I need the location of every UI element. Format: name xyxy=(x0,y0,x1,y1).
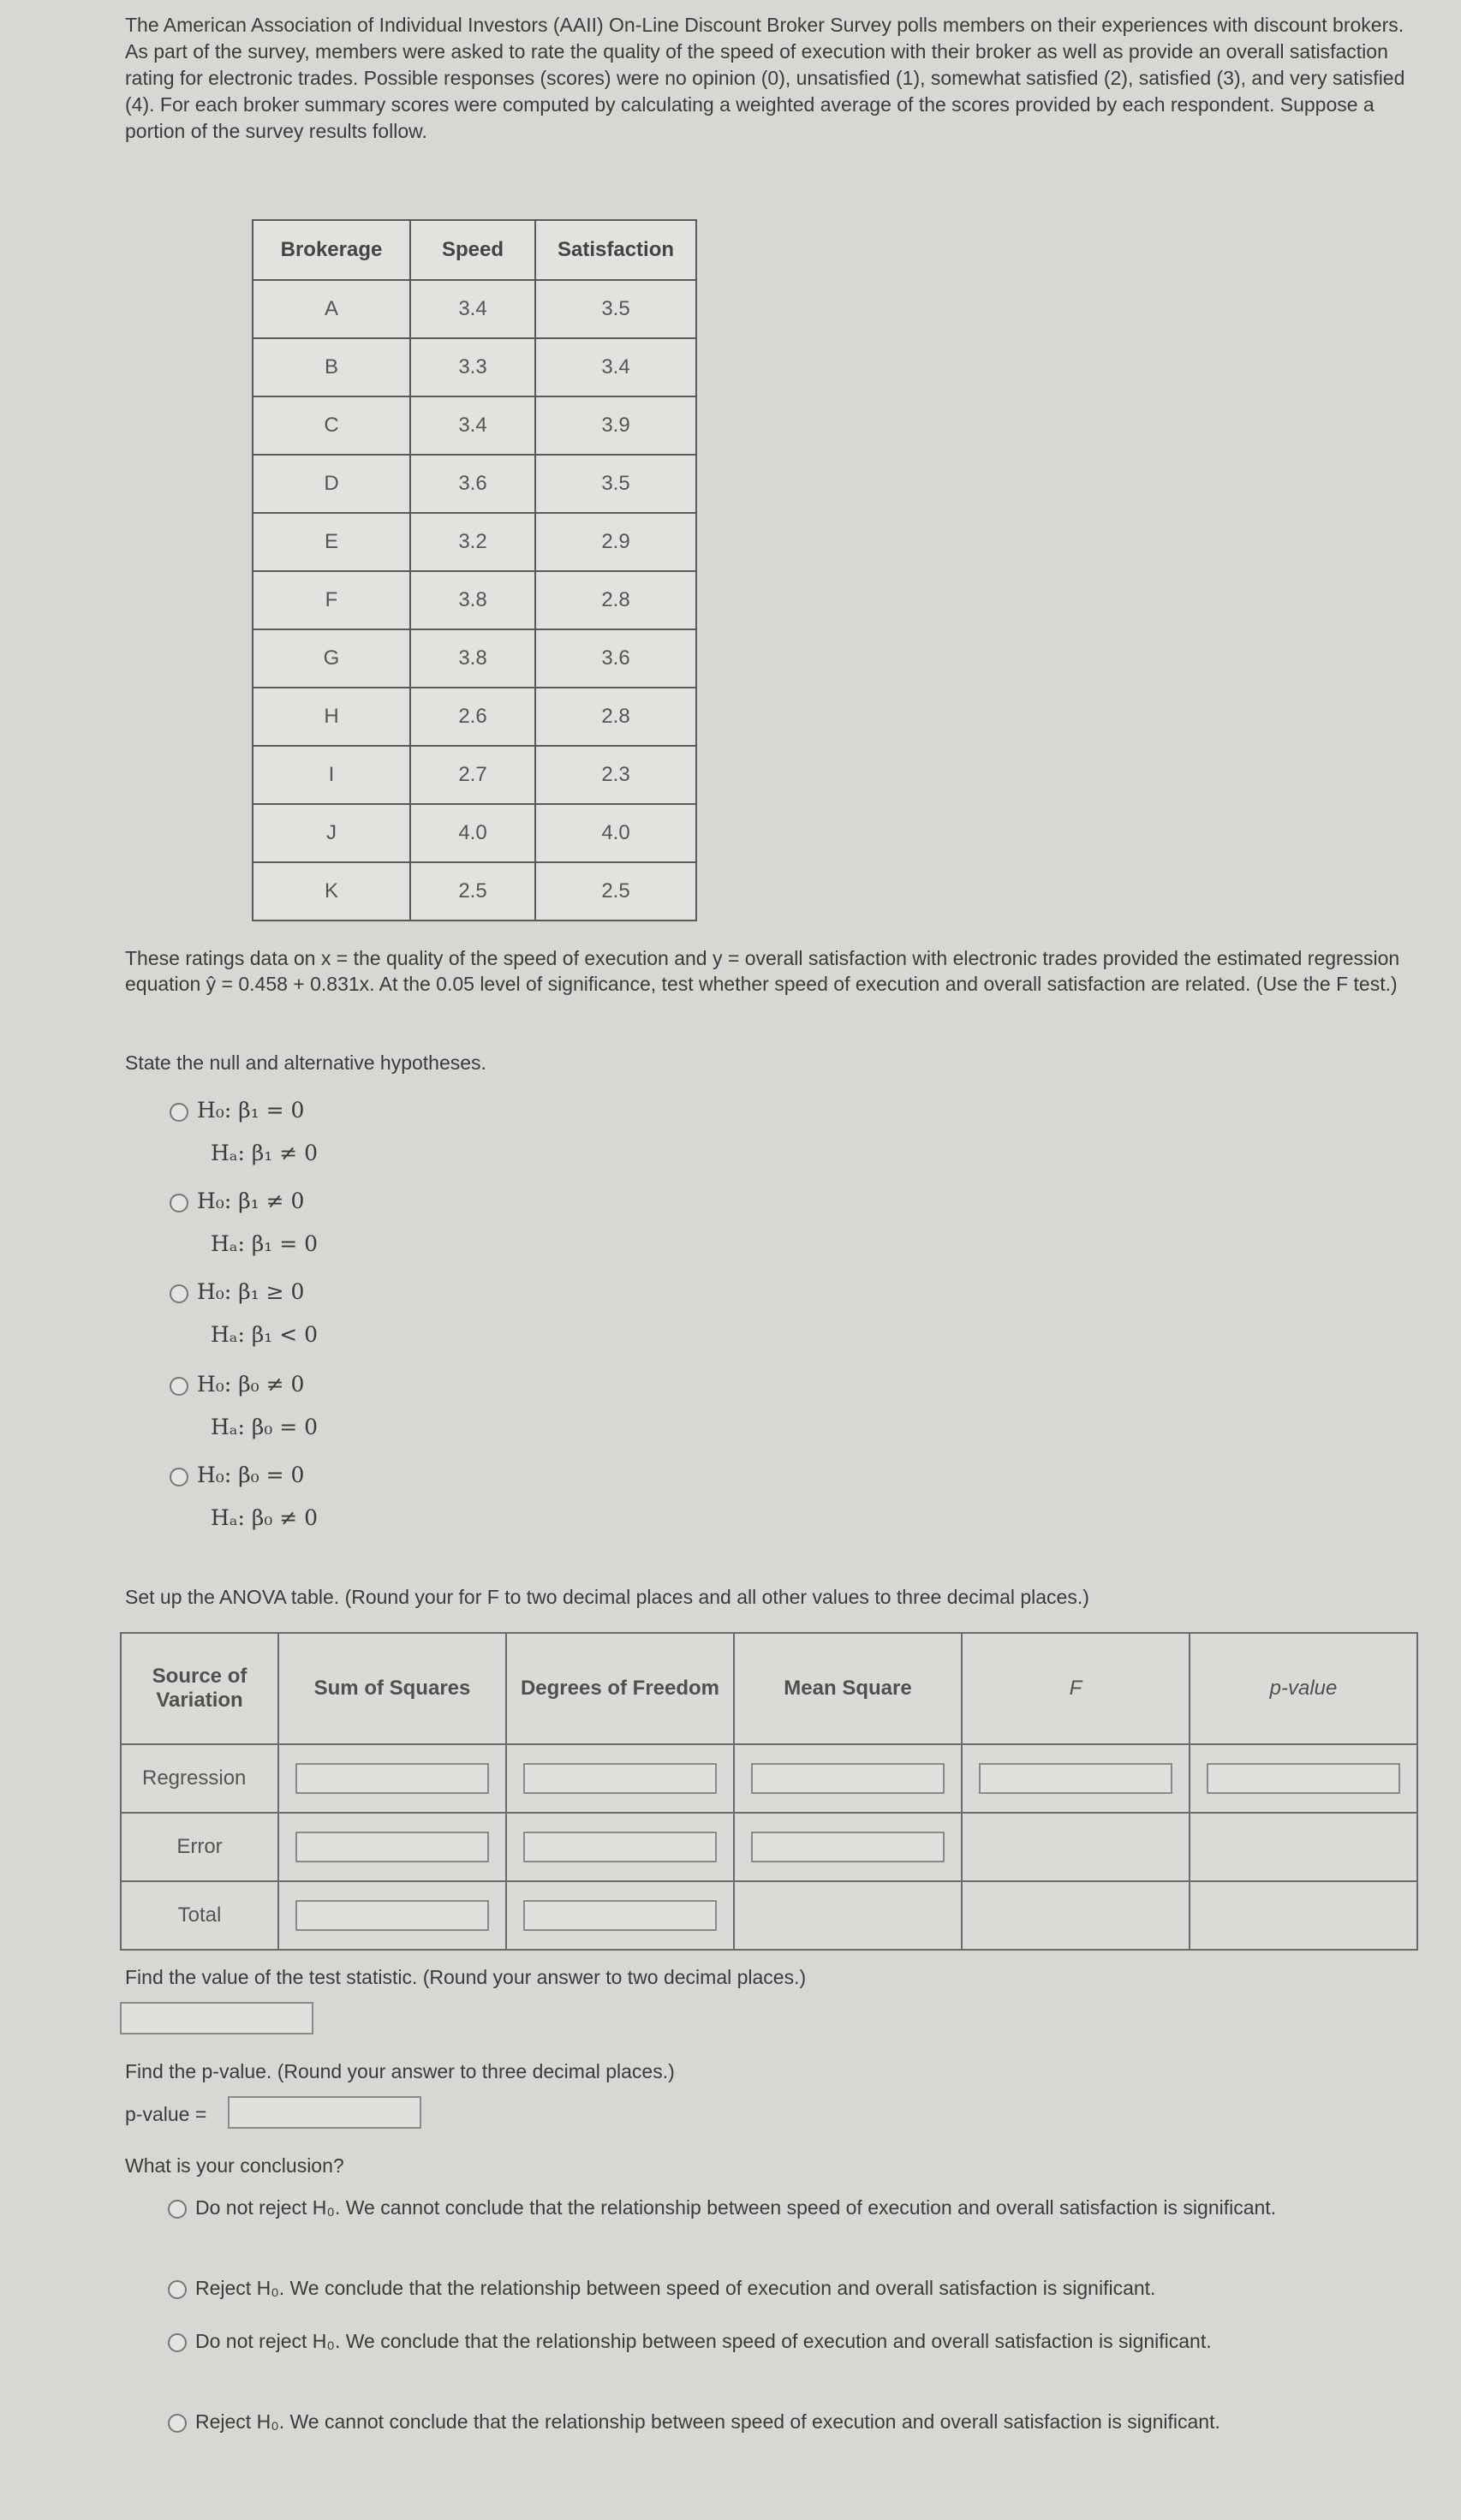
speed-cell: 3.2 xyxy=(410,513,535,571)
speed-cell: 2.7 xyxy=(410,746,535,804)
row-label: Regression xyxy=(121,1744,278,1813)
conclusion-prompt: What is your conclusion? xyxy=(125,2154,344,2177)
satisfaction-cell: 3.6 xyxy=(535,629,696,688)
table-row xyxy=(253,804,696,862)
satisfaction-cell: 3.4 xyxy=(535,338,696,396)
empty-cell xyxy=(1190,1813,1417,1881)
brokerage-cell: F xyxy=(253,571,410,629)
regression-ms-input[interactable] xyxy=(751,1763,945,1794)
satisfaction-cell: 4.0 xyxy=(535,804,696,862)
conclusion-option-4[interactable] xyxy=(168,2408,1384,2435)
conclusion-option-3[interactable] xyxy=(168,2327,1384,2355)
anova-header-df: Degrees of Freedom xyxy=(506,1633,734,1744)
table-row xyxy=(253,396,696,455)
anova-header-source: Source of Variation xyxy=(121,1633,278,1744)
h0-text: H₀: β₀ ≠ 0 xyxy=(197,1372,305,1397)
brokerage-cell: G xyxy=(253,629,410,688)
satisfaction-cell: 2.3 xyxy=(535,746,696,804)
brokerage-cell: D xyxy=(253,455,410,513)
table-row xyxy=(253,513,696,571)
regression-paragraph: These ratings data on x = the quality of the speed of execution and y = overall satisfaction with electronic trades provided the estimated regression equation ŷ = 0.458 + 0.831x. At the 0.05 level of significance, test whether speed of execution and overall satisfaction are related. (Use the F test.) xyxy=(125,947,1400,995)
total-ss-input[interactable] xyxy=(295,1900,489,1931)
error-ms-input[interactable] xyxy=(751,1832,945,1862)
row-label: Total xyxy=(121,1881,278,1950)
total-df-input[interactable] xyxy=(523,1900,717,1931)
radio-button[interactable] xyxy=(168,2333,187,2352)
ha-text: Hₐ: β₀ ≠ 0 xyxy=(211,1505,319,1530)
ha-text: Hₐ: β₀ = 0 xyxy=(211,1415,319,1439)
speed-cell: 4.0 xyxy=(410,804,535,862)
speed-cell: 3.4 xyxy=(410,396,535,455)
row-label: Error xyxy=(121,1813,278,1881)
satisfaction-cell: 2.8 xyxy=(535,688,696,746)
hypothesis-option-2[interactable] xyxy=(170,1180,318,1266)
conclusion-text: Reject H₀. We conclude that the relationship between speed of execution and overall satisfaction is significant. xyxy=(195,2277,1156,2299)
p-value-input[interactable] xyxy=(228,2096,421,2129)
radio-button[interactable] xyxy=(168,2280,187,2299)
regression-f-input[interactable] xyxy=(979,1763,1172,1794)
col-header-satisfaction: Satisfaction xyxy=(535,220,696,280)
hypotheses-prompt: State the null and alternative hypotheses. xyxy=(125,1051,486,1074)
table-row xyxy=(253,280,696,338)
satisfaction-cell: 3.5 xyxy=(535,455,696,513)
col-header-brokerage: Brokerage xyxy=(253,220,410,280)
radio-button[interactable] xyxy=(170,1468,188,1486)
conclusion-text: Reject H₀. We cannot conclude that the relationship between speed of execution and overall satisfaction is significant. xyxy=(195,2410,1220,2433)
radio-button[interactable] xyxy=(170,1194,188,1212)
speed-cell: 3.8 xyxy=(410,571,535,629)
p-value-label: p-value = xyxy=(125,2103,207,2125)
anova-prompt: Set up the ANOVA table. (Round your for F to two decimal places and all other values to three decimal places.) xyxy=(125,1586,1089,1608)
conclusion-option-2[interactable] xyxy=(168,2274,1384,2302)
satisfaction-cell: 2.9 xyxy=(535,513,696,571)
p-value-prompt: Find the p-value. (Round your answer to three decimal places.) xyxy=(125,2060,675,2082)
empty-cell xyxy=(1190,1881,1417,1950)
h0-text: H₀: β₁ ≥ 0 xyxy=(197,1279,305,1304)
hypothesis-option-5[interactable] xyxy=(170,1454,318,1540)
radio-button[interactable] xyxy=(170,1284,188,1303)
table-row xyxy=(253,571,696,629)
anova-row-error xyxy=(121,1813,1417,1881)
radio-button[interactable] xyxy=(168,2200,187,2219)
hypothesis-option-1[interactable] xyxy=(170,1089,318,1175)
table-row xyxy=(253,629,696,688)
test-stat-prompt: Find the value of the test statistic. (Round your answer to two decimal places.) xyxy=(125,1966,807,1988)
empty-cell xyxy=(962,1813,1190,1881)
anova-header-p-value: p-value xyxy=(1190,1633,1417,1744)
ha-text: Hₐ: β₁ ≠ 0 xyxy=(211,1141,319,1165)
radio-button[interactable] xyxy=(170,1377,188,1396)
h0-text: H₀: β₁ = 0 xyxy=(197,1098,305,1123)
h0-text: H₀: β₀ = 0 xyxy=(197,1463,305,1487)
regression-ss-input[interactable] xyxy=(295,1763,489,1794)
h0-text: H₀: β₁ ≠ 0 xyxy=(197,1189,305,1213)
empty-cell xyxy=(962,1881,1190,1950)
speed-cell: 3.6 xyxy=(410,455,535,513)
empty-cell xyxy=(734,1881,962,1950)
brokerage-cell: J xyxy=(253,804,410,862)
table-row xyxy=(253,455,696,513)
speed-cell: 3.3 xyxy=(410,338,535,396)
satisfaction-cell: 2.5 xyxy=(535,862,696,920)
error-ss-input[interactable] xyxy=(295,1832,489,1862)
brokerage-cell: A xyxy=(253,280,410,338)
brokerage-cell: C xyxy=(253,396,410,455)
hypothesis-option-4[interactable] xyxy=(170,1363,318,1449)
radio-button[interactable] xyxy=(170,1103,188,1122)
table-row xyxy=(253,688,696,746)
hypothesis-option-3[interactable] xyxy=(170,1271,318,1356)
anova-row-regression xyxy=(121,1744,1417,1813)
brokerage-cell: H xyxy=(253,688,410,746)
speed-cell: 3.4 xyxy=(410,280,535,338)
conclusion-text: Do not reject H₀. We conclude that the relationship between speed of execution and overall satisfaction is significant. xyxy=(195,2330,1212,2352)
ha-text: Hₐ: β₁ < 0 xyxy=(211,1322,319,1347)
table-row xyxy=(253,338,696,396)
conclusion-option-1[interactable] xyxy=(168,2194,1384,2221)
col-header-speed: Speed xyxy=(410,220,535,280)
intro-paragraph: The American Association of Individual Investors (AAII) On-Line Discount Broker Survey polls members on their experiences with discount brokers. As part of the survey, members were asked to rate the quality of the speed of execution with their broker as well as provide an overall satisfaction rating for electronic trades. Possible responses (scores) were no opinion (0), unsatisfied (1), somewhat satisfied (2), satisfied (3), and very satisfied (4). For each broker summary scores were computed by calculating a weighted average of the scores provided by each respondent. Suppose a portion of the survey results follow. xyxy=(125,14,1405,142)
speed-cell: 2.5 xyxy=(410,862,535,920)
conclusion-text: Do not reject H₀. We cannot conclude that the relationship between speed of execution and overall satisfaction is significant. xyxy=(195,2196,1277,2219)
brokerage-cell: K xyxy=(253,862,410,920)
speed-cell: 2.6 xyxy=(410,688,535,746)
table-row xyxy=(253,862,696,920)
regression-df-input[interactable] xyxy=(523,1763,717,1794)
satisfaction-cell: 3.9 xyxy=(535,396,696,455)
table-row xyxy=(253,746,696,804)
brokerage-cell: E xyxy=(253,513,410,571)
error-df-input[interactable] xyxy=(523,1832,717,1862)
regression-p-value-input[interactable] xyxy=(1207,1763,1400,1794)
anova-row-total xyxy=(121,1881,1417,1950)
anova-header-sum-squares: Sum of Squares xyxy=(278,1633,506,1744)
radio-button[interactable] xyxy=(168,2414,187,2433)
brokerage-cell: B xyxy=(253,338,410,396)
test-statistic-input[interactable] xyxy=(120,2002,313,2034)
speed-cell: 3.8 xyxy=(410,629,535,688)
satisfaction-cell: 2.8 xyxy=(535,571,696,629)
satisfaction-cell: 3.5 xyxy=(535,280,696,338)
anova-header-f: F xyxy=(962,1633,1190,1744)
brokerage-cell: I xyxy=(253,746,410,804)
ha-text: Hₐ: β₁ = 0 xyxy=(211,1231,319,1256)
survey-data-table xyxy=(252,219,697,921)
anova-header-mean-square: Mean Square xyxy=(734,1633,962,1744)
anova-table xyxy=(120,1632,1418,1951)
